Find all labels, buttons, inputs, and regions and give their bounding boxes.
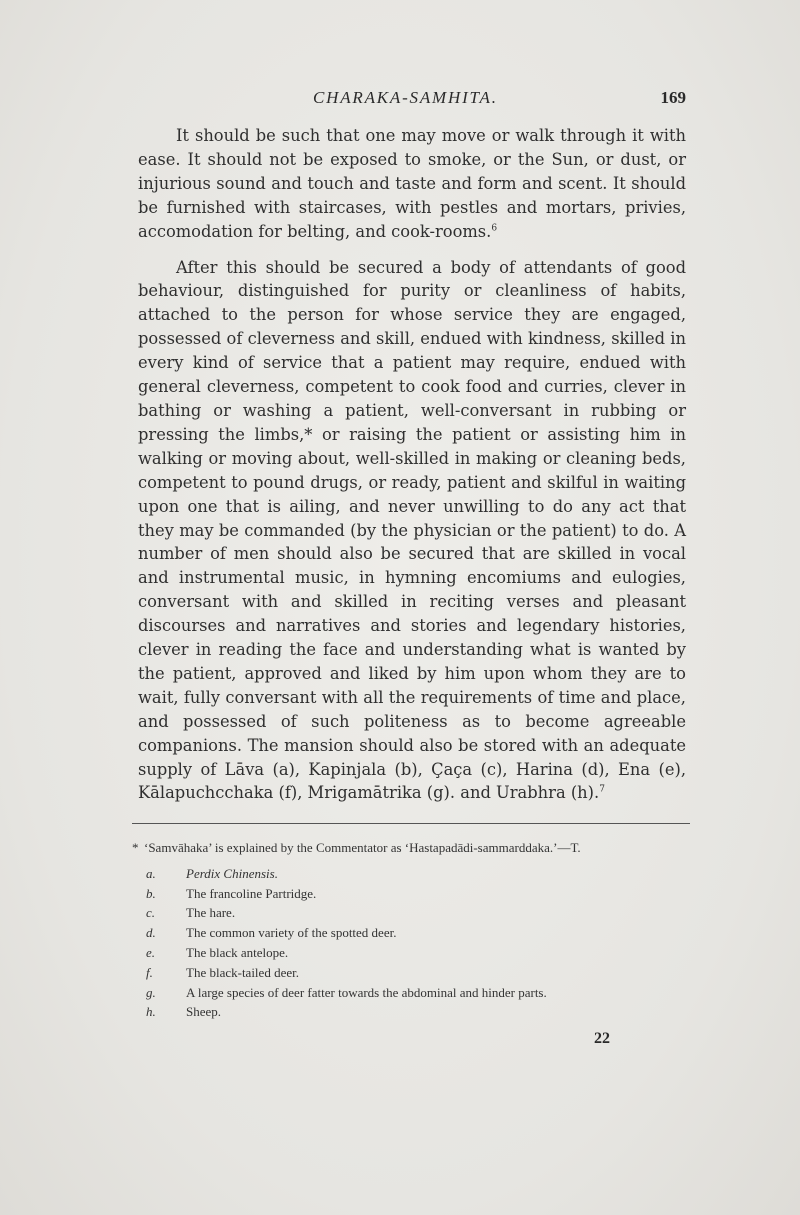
paragraph-text: It should be such that one may move or walk through it with ease. It should not be exposed to smoke, or the Sun, or dust, or injurious sound and touch and taste and form and scent. It should be furnished with staircases, with pestles and mortars, privies, accomodation for belting, and cook-rooms. bbox=[138, 126, 686, 241]
footnote-item bbox=[146, 903, 692, 923]
footnote-item bbox=[146, 1002, 692, 1022]
footnote-star: * bbox=[132, 840, 139, 855]
page-number: 169 bbox=[660, 88, 686, 107]
footnote-letter: a. bbox=[146, 865, 156, 881]
footnote-text: Sheep. bbox=[186, 1004, 222, 1020]
footnote-text: The francoline Partridge. bbox=[186, 885, 317, 901]
footnote-item bbox=[146, 943, 692, 963]
footnote-divider bbox=[132, 823, 690, 824]
footnote-text: A large species of deer fatter towards the abdominal and hinder parts. bbox=[186, 984, 547, 1000]
note-marker: 6 bbox=[491, 223, 498, 234]
footnote-text: Perdix Chinensis. bbox=[186, 865, 278, 881]
paragraph bbox=[138, 256, 686, 806]
footnote-letter: g. bbox=[146, 984, 156, 1000]
signature-mark: 22 bbox=[594, 1030, 610, 1047]
paragraph bbox=[138, 124, 686, 244]
footnote-letter: e. bbox=[146, 944, 156, 960]
main-text bbox=[138, 124, 686, 805]
footnote-item bbox=[146, 983, 692, 1003]
footnote-text: The black antelope. bbox=[186, 944, 289, 960]
footnote-letter: c. bbox=[146, 905, 156, 921]
footnote-list bbox=[132, 864, 692, 1022]
footnote-letter: b. bbox=[146, 885, 156, 901]
footnote-letter: h. bbox=[146, 1004, 156, 1020]
footnote-letter: d. bbox=[146, 925, 156, 941]
footnote-text: The common variety of the spotted deer. bbox=[186, 925, 397, 941]
footnote-main-text: ‘Samvāhaka’ is explained by the Commentator as ‘Hastapadādi-sammarddaka.’—T. bbox=[144, 840, 581, 855]
footnote-item bbox=[146, 884, 692, 904]
footnote-letter: f. bbox=[146, 964, 153, 980]
footnote-text: The black-tailed deer. bbox=[186, 964, 299, 980]
footnotes bbox=[132, 838, 692, 1022]
footnote-item bbox=[146, 963, 692, 983]
footnote-main bbox=[132, 838, 692, 858]
footnote-text: The hare. bbox=[186, 905, 236, 921]
running-head bbox=[138, 88, 686, 112]
page-title: CHARAKA-SAMHITA. bbox=[313, 88, 498, 107]
note-marker: 7 bbox=[599, 785, 605, 796]
paragraph-text: After this should be secured a body of attendants of good behaviour, distinguished for purity or cleanliness of habits, attached to the person for whose service they are engaged, possessed of cleverness and skill, endued with kindness, skilled in every kind of service that a patient may require, endued with general cleverness, competent to cook food and curries, clever in bathing or washing a patient, well-conversant in rubbing or pressing the limbs,* or raising the patient or assisting him in walking or moving about, well-skilled in making or cleaning beds, competent to pound drugs, or ready, patient and skilful in waiting upon one that is ailing, and never unwilling to do any act that they may be commanded (by the physician or the patient) to do. A number of men should also be secured that are skilled in vocal and instrumental music, in hymning encomiums and eulogies, conversant with and skilled in reciting verses and pleasant discourses and narratives and stories and legendary histories, clever in reading the face and understanding what is wanted by the patient, approved and liked by him upon whom they are to wait, fully conversant with all the requirements of time and place, and possessed of such politeness as to become agreeable companions. The mansion should also be stored with an adequate supply of Lāva (a), Kapinjala (b), Çaça (c), Harina (d), Ena (e), Kālapuchcchaka (f), Mrigamātrika (g). and Urabhra (h). bbox=[138, 257, 686, 803]
footnote-item bbox=[146, 864, 692, 884]
footnote-item bbox=[146, 923, 692, 943]
